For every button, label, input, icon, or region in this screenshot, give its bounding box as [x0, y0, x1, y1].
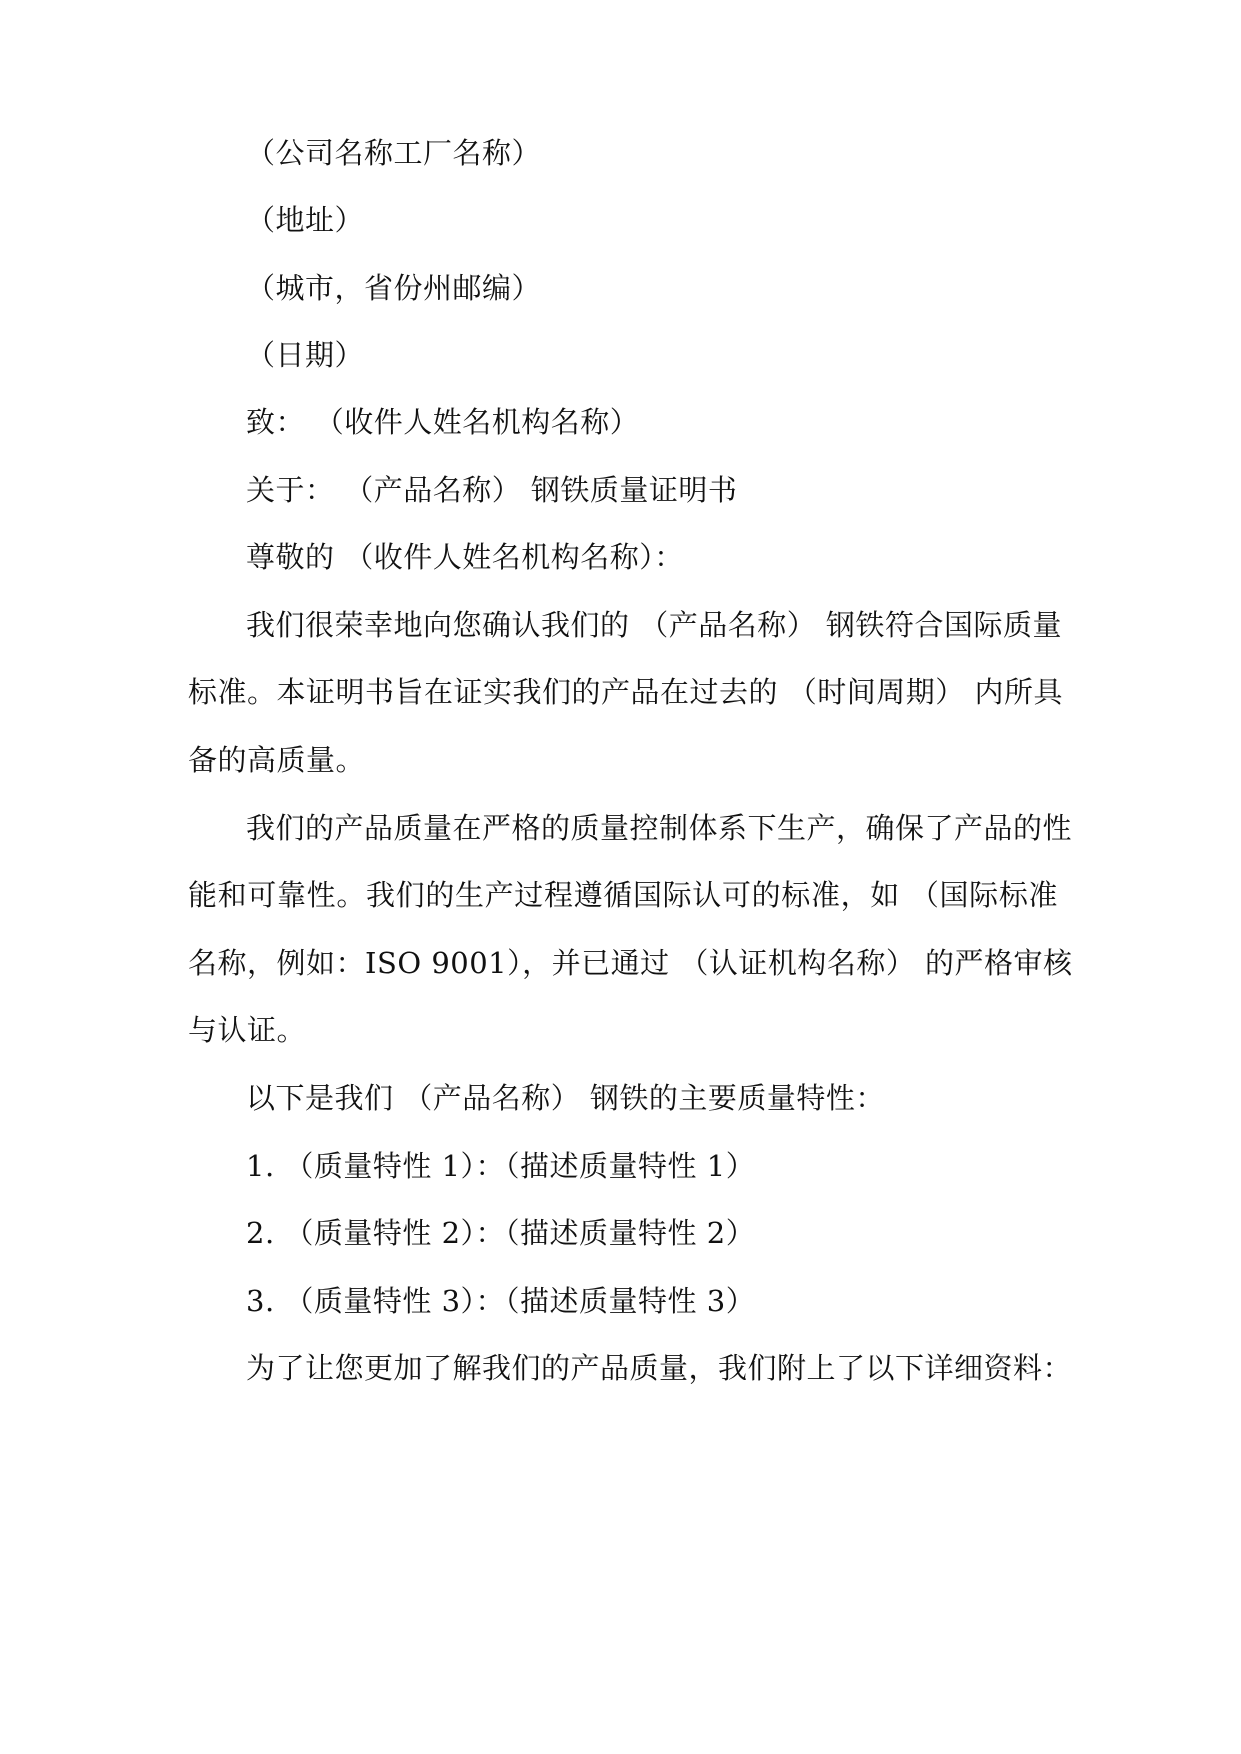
closing-intro-line: 为了让您更加了解我们的产品质量，我们附上了以下详细资料：	[246, 1351, 1073, 1385]
list-item: 1. （质量特性 1）：（描述质量特性 1）	[246, 1149, 756, 1183]
paragraph1-line3: 备的高质量。	[188, 743, 366, 777]
salutation-line: 尊敬的 （收件人姓名机构名称）：	[246, 540, 684, 574]
paragraph1-line2: 标准。本证明书旨在证实我们的产品在过去的 （时间周期） 内所具	[188, 675, 1063, 709]
recipient-line: 致： （收件人姓名机构名称）	[246, 405, 640, 439]
paragraph2-line1: 我们的产品质量在严格的质量控制体系下生产，确保了产品的性	[246, 811, 1073, 845]
company-name-line: （公司名称工厂名称）	[246, 136, 542, 170]
list-item: 3. （质量特性 3）：（描述质量特性 3）	[246, 1284, 756, 1318]
paragraph2-line4: 与认证。	[188, 1013, 307, 1047]
city-line: （城市，省份州邮编）	[246, 271, 542, 305]
paragraph2-line3: 名称，例如：ISO 9001），并已通过 （认证机构名称） 的严格审核	[188, 946, 1073, 980]
paragraph2-line2: 能和可靠性。我们的生产过程遵循国际认可的标准，如 （国际标准	[188, 878, 1058, 912]
paragraph1-line1: 我们很荣幸地向您确认我们的 （产品名称） 钢铁符合国际质量	[246, 608, 1062, 642]
address-line: （地址）	[246, 203, 365, 237]
list-intro-line: 以下是我们 （产品名称） 钢铁的主要质量特性：	[246, 1081, 885, 1115]
subject-line: 关于： （产品名称） 钢铁质量证明书	[246, 473, 738, 507]
date-line: （日期）	[246, 338, 365, 372]
list-item: 2. （质量特性 2）：（描述质量特性 2）	[246, 1216, 756, 1250]
